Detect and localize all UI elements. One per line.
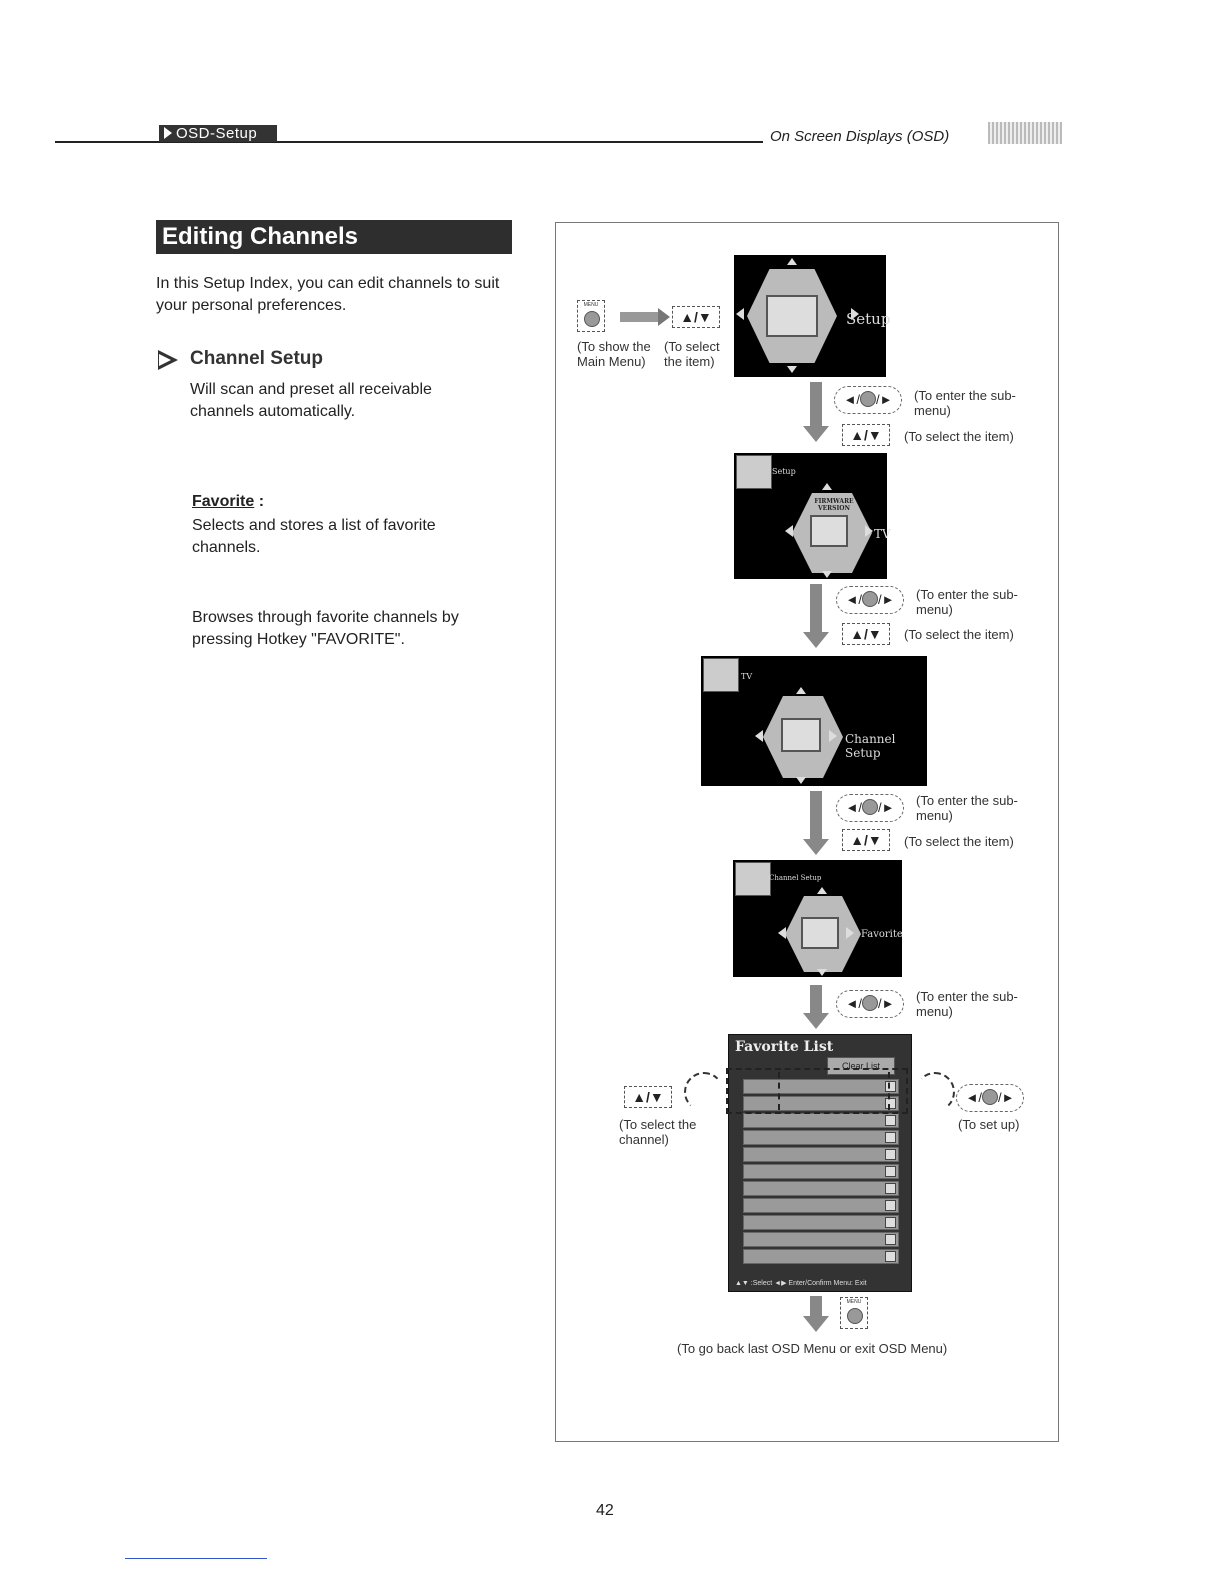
osd-top-label: Setup bbox=[772, 467, 796, 476]
favorite-checkbox[interactable] bbox=[885, 1166, 896, 1177]
updown-key-icon: ▲/▼ bbox=[624, 1086, 672, 1108]
arrow-bullet-icon bbox=[158, 350, 178, 370]
arrow-head-icon bbox=[658, 308, 670, 326]
selection-divider bbox=[888, 1072, 890, 1110]
caption-select-item: (To select the item) bbox=[904, 627, 1014, 642]
updown-key-icon: ▲/▼ bbox=[842, 424, 890, 446]
intro-text: In this Setup Index, you can edit channels to suit your personal preferences. bbox=[156, 275, 500, 314]
favorite-checkbox[interactable] bbox=[885, 1115, 896, 1126]
play-icon bbox=[164, 127, 172, 139]
osd-top-label: Channel Setup bbox=[769, 874, 822, 882]
favorite-list-title: Favorite List bbox=[735, 1039, 834, 1055]
favorite-row[interactable] bbox=[743, 1249, 899, 1264]
caption-enter-submenu: (To enter the sub-menu) bbox=[916, 793, 1018, 823]
osd-screen-favorite bbox=[733, 860, 902, 977]
favorite-checkbox[interactable] bbox=[885, 1132, 896, 1143]
caption-enter-submenu: (To enter the sub-menu) bbox=[914, 388, 1016, 418]
favorite-colon: : bbox=[254, 493, 265, 510]
favorite-row[interactable] bbox=[743, 1164, 899, 1179]
favorite-browse-text: Browses through favorite channels by pressing Hotkey "FAVORITE". bbox=[192, 609, 459, 648]
caption-go-back: (To go back last OSD Menu or exit OSD Menu) bbox=[677, 1341, 948, 1356]
favorite-row[interactable] bbox=[743, 1232, 899, 1247]
enter-key-icon: ◄/ /► bbox=[956, 1084, 1024, 1112]
favorite-checkbox[interactable] bbox=[885, 1234, 896, 1245]
header-decoration bbox=[988, 122, 1062, 144]
section-title: Editing Channels bbox=[156, 220, 512, 254]
osd-screen-channel-setup bbox=[701, 656, 927, 786]
down-arrow-icon bbox=[803, 1296, 829, 1332]
enter-key-icon: ◄/ /► bbox=[834, 386, 902, 414]
down-arrow-icon bbox=[803, 791, 829, 857]
favorite-row[interactable] bbox=[743, 1130, 899, 1145]
down-arrow-icon bbox=[803, 382, 829, 444]
pointer-arc-icon bbox=[915, 1072, 955, 1112]
favorite-row[interactable] bbox=[743, 1147, 899, 1162]
favorite-checkbox[interactable] bbox=[885, 1251, 896, 1262]
caption-select-item: (To select the item) bbox=[904, 429, 1014, 444]
favorite-text: Selects and stores a list of favorite channels. bbox=[192, 517, 436, 556]
favorite-row[interactable] bbox=[743, 1113, 899, 1128]
favorite-row[interactable] bbox=[743, 1198, 899, 1213]
caption-select-channel: (To select the channel) bbox=[619, 1117, 697, 1147]
down-arrow-icon bbox=[803, 584, 829, 650]
clear-list-button[interactable]: Clear List bbox=[827, 1057, 895, 1075]
section-tab-label: OSD-Setup bbox=[176, 125, 258, 142]
page-header-title: On Screen Displays (OSD) bbox=[770, 128, 950, 145]
enter-key-icon: ◄/ /► bbox=[836, 794, 904, 822]
favorite-checkbox[interactable] bbox=[885, 1149, 896, 1160]
favorite-checkbox[interactable] bbox=[885, 1200, 896, 1211]
osd-label-channel-setup: Channel Setup bbox=[845, 732, 896, 760]
favorite-row[interactable] bbox=[743, 1181, 899, 1196]
channel-setup-heading: Channel Setup bbox=[190, 348, 324, 369]
osd-screen-setup bbox=[734, 255, 891, 377]
caption-set-up: (To set up) bbox=[958, 1117, 1020, 1132]
updown-key-icon: ▲/▼ bbox=[672, 306, 720, 328]
caption-select-item: (To select the item) bbox=[664, 339, 720, 369]
updown-key-icon: ▲/▼ bbox=[842, 623, 890, 645]
favorite-list-footer: ▲▼ :Select ◄▶ Enter/Confirm Menu: Exit bbox=[735, 1280, 867, 1287]
menu-key-icon: MENU bbox=[840, 1297, 868, 1329]
page-number: 42 bbox=[596, 1502, 614, 1519]
favorite-checkbox[interactable] bbox=[885, 1183, 896, 1194]
caption-enter-submenu: (To enter the sub-menu) bbox=[916, 587, 1018, 617]
section-tab bbox=[159, 125, 277, 142]
enter-key-icon: ◄/ /► bbox=[836, 990, 904, 1018]
osd-screen-tv bbox=[734, 453, 891, 579]
osd-top-label: TV bbox=[741, 672, 753, 681]
arrow-right-icon bbox=[620, 312, 660, 322]
osd-label-favorite: Favorite bbox=[861, 929, 903, 940]
favorite-row[interactable] bbox=[743, 1215, 899, 1230]
favorite-checkbox[interactable] bbox=[885, 1217, 896, 1228]
selection-divider bbox=[778, 1072, 780, 1110]
selection-highlight bbox=[726, 1068, 908, 1114]
down-arrow-icon bbox=[803, 985, 829, 1029]
caption-select-item: (To select the item) bbox=[904, 834, 1014, 849]
footnote-rule bbox=[125, 1558, 267, 1559]
favorite-heading-line bbox=[192, 493, 264, 511]
caption-enter-submenu: (To enter the sub-menu) bbox=[916, 989, 1018, 1019]
pointer-arc-icon bbox=[684, 1072, 724, 1112]
updown-key-icon: ▲/▼ bbox=[842, 829, 890, 851]
osd-label-tv: TV bbox=[874, 527, 891, 541]
menu-key-icon: MENU bbox=[577, 300, 605, 332]
osd-label-setup: Setup bbox=[846, 310, 891, 328]
osd-banner: FIRMWARE VERSION bbox=[814, 498, 854, 512]
caption-show-main: (To show the Main Menu) bbox=[577, 339, 651, 369]
favorite-heading: Favorite bbox=[192, 493, 255, 510]
channel-setup-text: Will scan and preset all receivable channels automatically. bbox=[190, 381, 432, 420]
enter-key-icon: ◄/ /► bbox=[836, 586, 904, 614]
